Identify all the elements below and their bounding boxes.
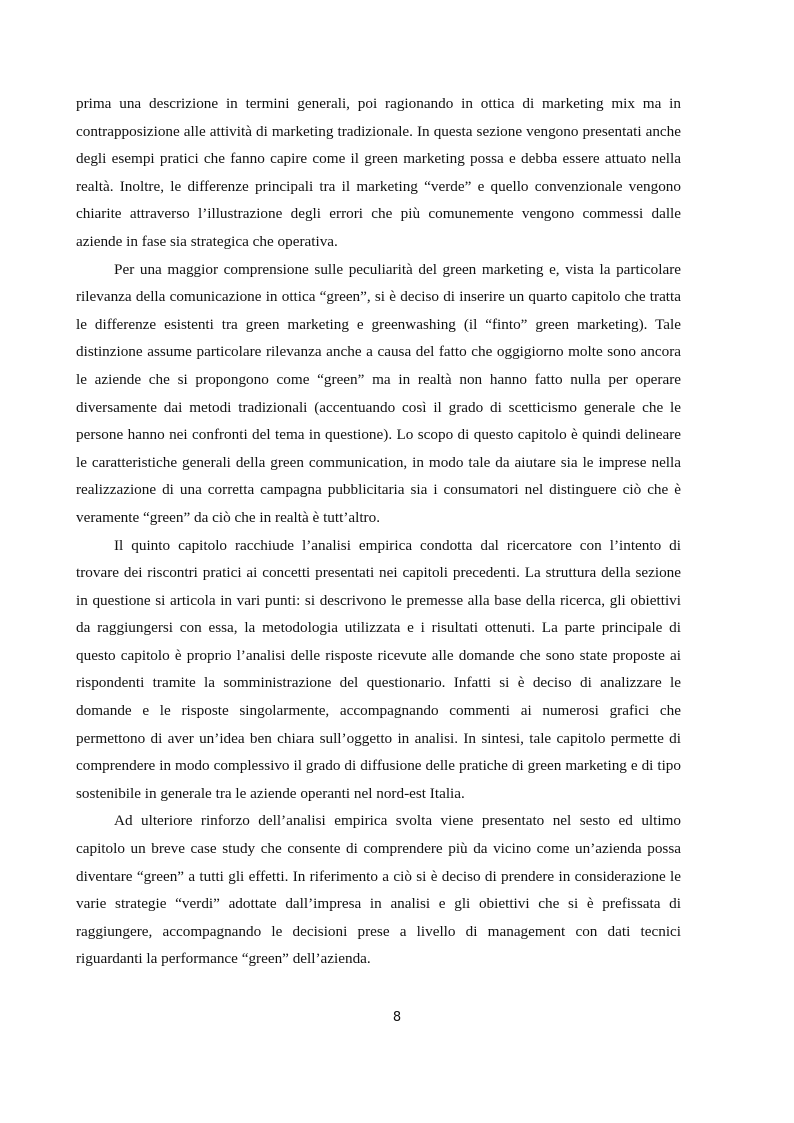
paragraph-chapter-six: Ad ulteriore rinforzo dell’analisi empirica svolta viene presentato nel sesto ed ultimo capitolo un breve case study che consente di comprendere più da vicino come un’azienda possa diventare “green” a tutti gli effetti. In riferimento a ciò si è deciso di prendere in considerazione le varie strategie “verdi” adottate dall’impresa in analisi e gli obiettivi che si è prefissata di raggiungere, accompagnando le decisioni prese a livello di management con dati tecnici riguardanti la performance “green” dell’azienda. (76, 812, 681, 968)
paragraph-chapter-five: Il quinto capitolo racchiude l’analisi empirica condotta dal ricercatore con l’intento di trovare dei riscontri pratici ai concetti presentati nei capitoli precedenti. La struttura della sezione in questione si articola in vari punti: si descrivono le premesse alla base della ricerca, gli obiettivi da raggiungersi con essa, la metodologia utilizzata e i risultati ottenuti. La parte principale di questo capitolo è proprio l’analisi delle risposte ricevute alle domande che sono state proposte ai rispondenti tramite la somministrazione del questionario. Infatti si è deciso di analizzare le domande e le risposte singolarmente, accompagnando commenti ai numerosi grafici che permettono di aver un’idea ben chiara sull’oggetto in analisi. In sintesi, tale capitolo permette di comprendere in modo complessivo il grado di diffusione delle pratiche di green marketing e di tipo sostenibile in generale tra le aziende operanti nel nord-est Italia. (76, 536, 681, 802)
paragraph-chapter-four: Per una maggior comprensione sulle peculiarità del green marketing e, vista la particolare rilevanza della comunicazione in ottica “green”, si è deciso di inserire un quarto capitolo che tratta le differenze esistenti tra green marketing e greenwashing (il “finto” green marketing). Tale distinzione assume particolare rilevanza anche a causa del fatto che oggigiorno molte sono ancora le aziende che si propongono come “green” ma in realtà non hanno fatto nulla per operare diversamente dai metodi tradizionali (accentuando così il grado di scetticismo generale che le persone hanno nei confronti del tema in questione). Lo scopo di questo capitolo è quindi delineare le caratteristiche generali della green communication, in modo tale da aiutare sia le imprese nella realizzazione di una corretta campagna pubblicitaria sia i consumatori nel distinguere ciò che è veramente “green” da ciò che in realtà è tutt’altro. (76, 260, 681, 526)
document-body (76, 90, 681, 973)
page-number: 8 (392, 1010, 402, 1025)
paragraph-intro-continuation: prima una descrizione in termini generali, poi ragionando in ottica di marketing mix ma in contrapposizione alle attività di marketing tradizionale. In questa sezione vengono presentati anche degli esempi pratici che fanno capire come il green marketing possa e debba essere attuato nella realtà. Inoltre, le differenze principali tra il marketing “verde” e quello convenzionale vengono chiarite attraverso l’illustrazione degli errori che più comunemente vengono commessi dalle aziende in fase sia strategica che operativa. (76, 95, 681, 250)
